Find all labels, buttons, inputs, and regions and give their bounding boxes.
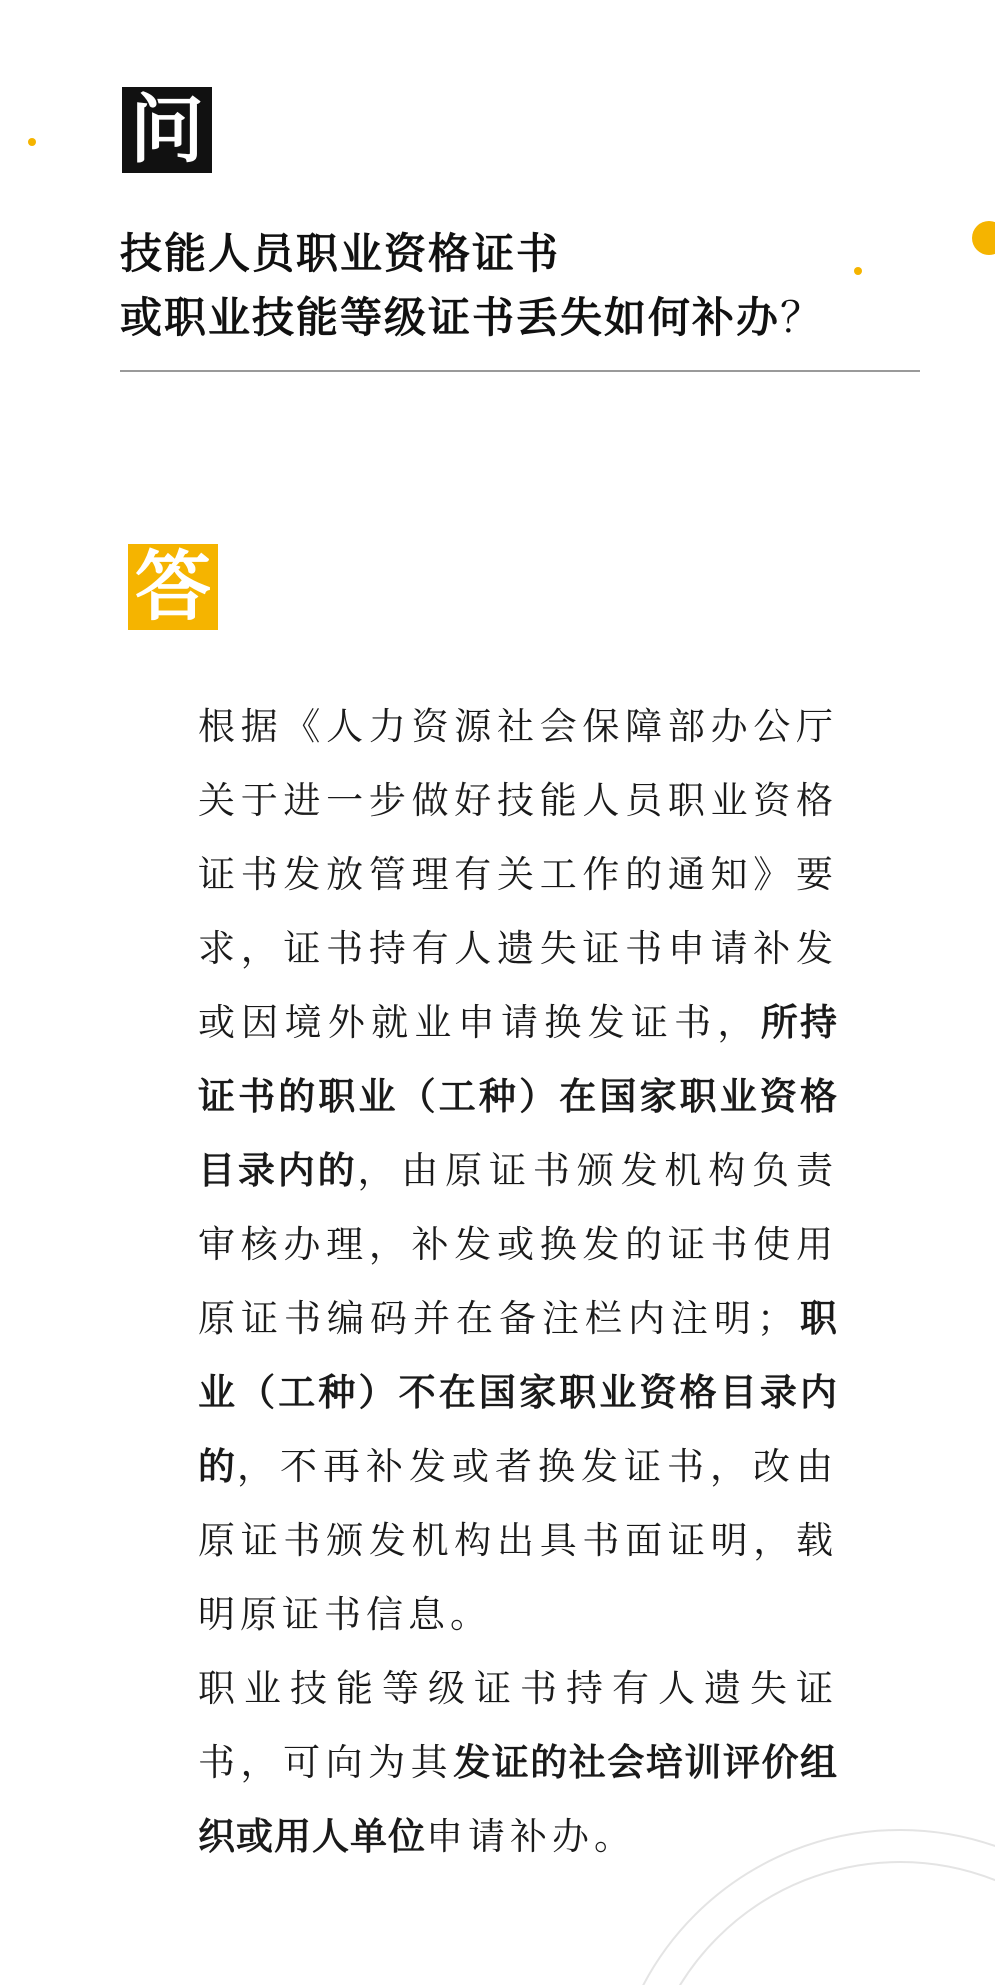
answer-text: 职业技能等级证书持有人遗失证书，可向为其 — [198, 1667, 838, 1784]
decorative-dot — [28, 138, 36, 146]
question-badge-char: 问 — [130, 87, 204, 173]
answer-emphasis: 发证的社会培训评价组织或用人单位 — [198, 1741, 839, 1858]
question-line-1: 技能人员职业资格证书 — [120, 229, 561, 278]
answer-text: 申请补办。 — [426, 1815, 636, 1858]
question-line-2: 或职业技能等级证书丢失如何补办 — [120, 293, 781, 342]
answer-text: ，不再补发或者换发证书，改由原证书颁发机构出具书面证明，载明原证书信息。 — [198, 1445, 838, 1636]
answer-text: ，由原证书颁发机构负责审核办理，补发或换发的证书使用原证书编码并在备注栏内注明； — [198, 1149, 839, 1340]
decorative-dot-large — [972, 221, 995, 255]
answer-emphasis: 所持证书的职业（工种）在国家职业资格目录内的 — [198, 1001, 839, 1192]
answer-badge-char: 答 — [135, 542, 211, 631]
question-mark: ？ — [780, 293, 825, 342]
answer-paragraph-1 — [198, 690, 838, 1652]
answer-emphasis: 职业（工种）不在国家职业资格目录内的 — [198, 1297, 838, 1488]
answer-body — [198, 690, 838, 1874]
decorative-arcs — [640, 1820, 995, 1985]
question-title — [120, 222, 880, 350]
divider — [120, 370, 920, 372]
answer-text: 根据《人力资源社会保障部办公厅关于进一步做好技能人员职业资格证书发放管理有关工作的通知》要求，证书持有人遗失证书申请补发或因境外就业申请换发证书， — [198, 705, 838, 1044]
